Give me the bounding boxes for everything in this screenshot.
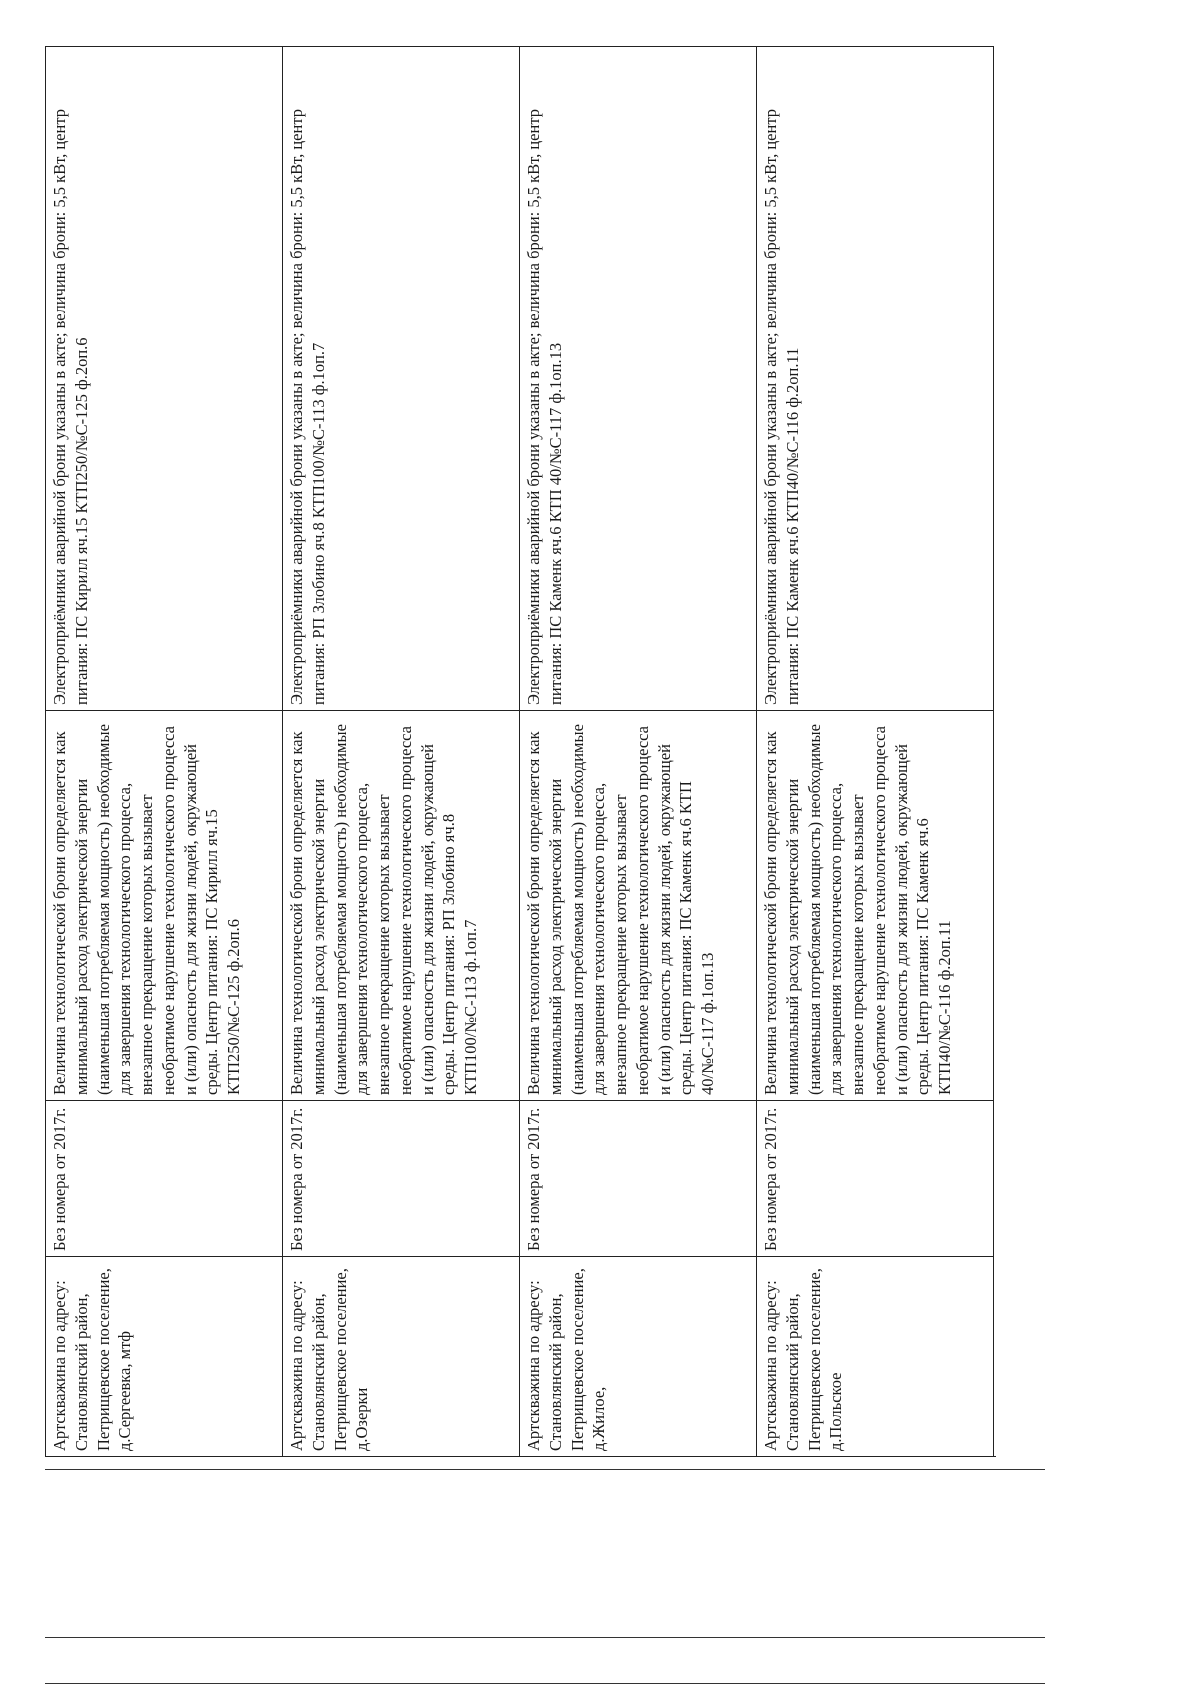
separator-line xyxy=(45,1637,1045,1638)
tech-reserve-cell: Величина технологической брони определяется как минимальный расход электрической энергии (наименьшая потребляемая мощность) необходимые для завершения технологического процесса, внезапное прекращение которых вызывает необратимое нарушение технологического процесса и (или) опасность для жизни людей, окружающей среды. Центр питания: ПС Кирилл яч.15 КТП250/№С-125 ф.2оп.6 xyxy=(46,710,282,1100)
address-cell: Артскважина по адресу: Становлянский район, Петрищевское поселение, д.Сергеевка, мтф xyxy=(46,1256,282,1456)
emergency-reserve-cell: Электроприёмники аварийной брони указаны в акте; величина брони: 5,5 кВт, центр питания: ПС Каменк яч.6 КТП 40/№С-117 ф.1оп.13 xyxy=(520,46,756,710)
emergency-reserve-cell: Электроприёмники аварийной брони указаны в акте; величина брони: 5,5 кВт, центр питания: ПС Кирилл яч.15 КТП250/№С-125 ф.2оп.6 xyxy=(46,46,282,710)
separator-line xyxy=(45,1469,1045,1470)
tech-reserve-cell: Величина технологической брони определяется как минимальный расход электрической энергии (наименьшая потребляемая мощность) необходимые для завершения технологического процесса, внезапное прекращение которых вызывает необратимое нарушение технологического процесса и (или) опасность для жизни людей, окружающей среды. Центр питания: ПС Каменк яч.6 КТП40/№С-116 ф.2оп.11 xyxy=(757,710,993,1100)
emergency-reserve-cell: Электроприёмники аварийной брони указаны в акте; величина брони: 5,5 кВт, центр питания: РП Злобино яч.8 КТП100/№С-113 ф.1оп.7 xyxy=(283,46,519,710)
act-number-cell: Без номера от 2017г. xyxy=(283,1100,519,1256)
act-number-cell: Без номера от 2017г. xyxy=(520,1100,756,1256)
reserve-table xyxy=(45,46,996,1457)
table-row xyxy=(283,46,520,1456)
address-cell: Артскважина по адресу: Становлянский район, Петрищевское поселение, д.Озерки xyxy=(283,1256,519,1456)
tech-reserve-cell: Величина технологической брони определяется как минимальный расход электрической энергии (наименьшая потребляемая мощность) необходимые для завершения технологического процесса, внезапное прекращение которых вызывает необратимое нарушение технологического процесса и (или) опасность для жизни людей, окружающей среды. Центр питания: РП Злобино яч.8 КТП100/№С-113 ф.1оп.7 xyxy=(283,710,519,1100)
act-number-cell: Без номера от 2017г. xyxy=(757,1100,993,1256)
table-row xyxy=(520,46,757,1456)
act-number-cell: Без номера от 2017г. xyxy=(46,1100,282,1256)
separator-line xyxy=(45,1683,1045,1684)
address-cell: Артскважина по адресу: Становлянский район, Петрищевское поселение, д.Польское xyxy=(757,1256,993,1456)
table-row xyxy=(46,46,283,1456)
address-cell: Артскважина по адресу: Становлянский район, Петрищевское поселение, д.Жилое, xyxy=(520,1256,756,1456)
tech-reserve-cell: Величина технологической брони определяется как минимальный расход электрической энергии (наименьшая потребляемая мощность) необходимые для завершения технологического процесса, внезапное прекращение которых вызывает необратимое нарушение технологического процесса и (или) опасность для жизни людей, окружающей среды. Центр питания: ПС Каменк яч.6 КТП 40/№С-117 ф.1оп.13 xyxy=(520,710,756,1100)
emergency-reserve-cell: Электроприёмники аварийной брони указаны в акте; величина брони: 5,5 кВт, центр питания: ПС Каменк яч.6 КТП40/№С-116 ф.2оп.11 xyxy=(757,46,993,710)
table-row xyxy=(757,46,994,1456)
